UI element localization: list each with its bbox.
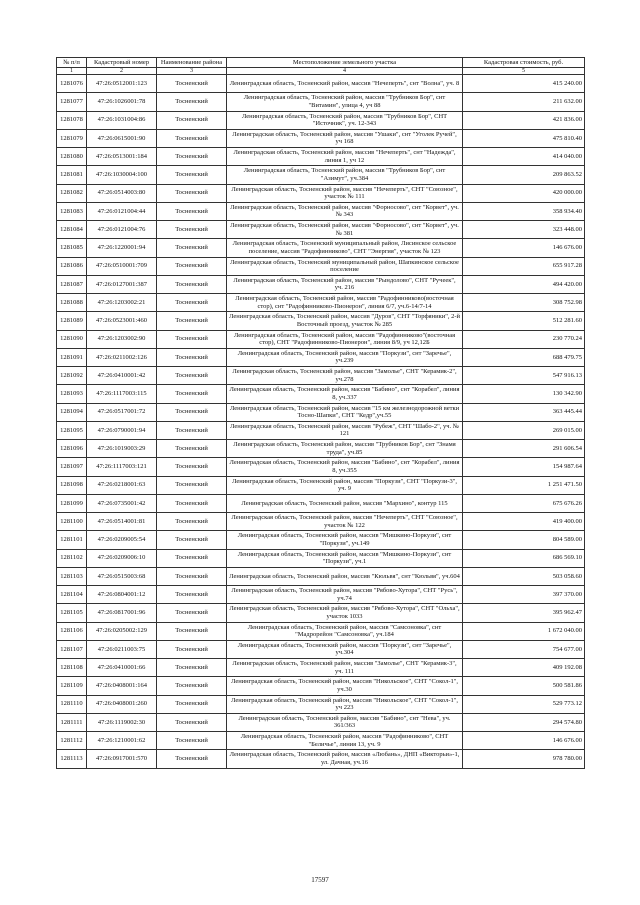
row-number: 1281110 [57,695,87,713]
cadastral-value: 146 676.00 [463,732,585,750]
parcel-location: Ленинградская область, Тосненский район, массив "Дуров", СНТ "Торфяники", 2-й Восточный проезд, участок № 285 [227,312,463,330]
parcel-location: Ленинградская область, Тосненский район, массив "Мархино", контур 115 [227,494,463,512]
cadastral-number: 47:26:0211002:126 [87,348,157,366]
cadastral-number: 47:26:0211003:75 [87,640,157,658]
district-name: Тосненский [157,421,227,439]
table-row [57,129,585,147]
district-name: Тосненский [157,294,227,312]
district-name: Тосненский [157,239,227,257]
district-name: Тосненский [157,659,227,677]
table-row [57,440,585,458]
cadastral-value: 323 448.00 [463,221,585,239]
district-name: Тосненский [157,458,227,476]
cadastral-number: 47:26:0410001:42 [87,367,157,385]
cadastral-number: 47:26:0121004:44 [87,202,157,220]
district-name: Тосненский [157,513,227,531]
table-row [57,275,585,293]
table-row [57,367,585,385]
district-name: Тосненский [157,75,227,93]
district-name: Тосненский [157,494,227,512]
parcel-location: Ленинградская область, Тосненский район, массив "Трубников Бор", снт "Витамин", улица 4, уч 88 [227,93,463,111]
cadastral-number: 47:26:0209005:54 [87,531,157,549]
cadastral-value: 211 632.00 [463,93,585,111]
cadastral-value: 363 445.44 [463,403,585,421]
row-number: 1281113 [57,750,87,768]
row-number: 1281112 [57,732,87,750]
table-row [57,640,585,658]
cadastral-value: 230 770.24 [463,330,585,348]
row-number: 1281108 [57,659,87,677]
row-number: 1281076 [57,75,87,93]
table-row [57,586,585,604]
row-number: 1281080 [57,148,87,166]
district-name: Тосненский [157,166,227,184]
cadastral-number: 47:26:1026001:78 [87,93,157,111]
table-row [57,111,585,129]
table-row [57,93,585,111]
district-name: Тосненский [157,476,227,494]
row-number: 1281087 [57,275,87,293]
cadastral-value: 686 569.10 [463,549,585,567]
row-number: 1281103 [57,567,87,585]
parcel-location: Ленинградская область, Тосненский район, массив "Радофинниково", СНТ "Беличье", линия 13, уч. 9 [227,732,463,750]
table-row [57,713,585,731]
parcel-location: Ленинградская область, Тосненский район, массив "Бабино", снт "Корабел", линия 8, уч.355 [227,458,463,476]
table-row [57,695,585,713]
parcel-location: Ленинградская область, Тосненский район, массив "Бабино", снт "Нева", уч. 361/363 [227,713,463,731]
parcel-location: Ленинградская область, Тосненский район, массив "Радофинниково(восточная стор), снт "Радофинниково-Пионерон", линия 6/7, уч.6-14/7-14 [227,294,463,312]
row-number: 1281098 [57,476,87,494]
cadastral-number: 47:26:0209006:10 [87,549,157,567]
cadastral-value: 503 058.60 [463,567,585,585]
parcel-location: Ленинградская область, Тосненский район, массив "Ушаки", снт "Уголек Ручей", уч 168 [227,129,463,147]
row-number: 1281104 [57,586,87,604]
district-name: Тосненский [157,549,227,567]
table-row [57,732,585,750]
district-name: Тосненский [157,312,227,330]
table-row [57,239,585,257]
parcel-location: Ленинградская область, Тосненский район, массив «Любань», ДНП «Викторьи»-1, ул. Дачная, уч.16 [227,750,463,768]
cadastral-number: 47:26:1117003:115 [87,385,157,403]
cadastral-value: 475 810.40 [463,129,585,147]
parcel-location: Ленинградская область, Тосненский район, массив "Форносово", снт "Корвет", уч. № 381 [227,221,463,239]
district-name: Тосненский [157,367,227,385]
cadastral-number: 47:26:0218001:63 [87,476,157,494]
cadastral-number: 47:26:0408001:260 [87,695,157,713]
row-number: 1281109 [57,677,87,695]
cadastral-value: 409 192.08 [463,659,585,677]
district-name: Тосненский [157,622,227,640]
district-name: Тосненский [157,257,227,275]
row-number: 1281096 [57,440,87,458]
row-number: 1281090 [57,330,87,348]
row-number: 1281097 [57,458,87,476]
district-name: Тосненский [157,713,227,731]
cadastral-value: 209 863.52 [463,166,585,184]
cadastral-value: 395 962.47 [463,604,585,622]
row-number: 1281095 [57,421,87,439]
cadastral-value: 688 479.75 [463,348,585,366]
cadastral-value: 1 251 471.50 [463,476,585,494]
row-number: 1281105 [57,604,87,622]
district-name: Тосненский [157,586,227,604]
row-number: 1281083 [57,202,87,220]
district-name: Тосненский [157,111,227,129]
table-body [57,75,585,769]
row-number: 1281078 [57,111,87,129]
parcel-location: Ленинградская область, Тосненский район, массив "Трубников Бор", СНТ "Источник", уч. 12-343 [227,111,463,129]
district-name: Тосненский [157,93,227,111]
cadastral-value: 500 581.86 [463,677,585,695]
column-number: 5 [463,68,585,75]
cadastral-value: 421 836.00 [463,111,585,129]
column-number: 1 [57,68,87,75]
cadastral-number: 47:26:1210001:62 [87,732,157,750]
parcel-location: Ленинградская область, Тосненский район, массив "Нечеперть", снт "Надежда", линия 1, уч 12 [227,148,463,166]
cadastral-number: 47:26:0512001:123 [87,75,157,93]
row-number: 1281101 [57,531,87,549]
row-number: 1281077 [57,93,87,111]
parcel-location: Ленинградская область, Тосненский район, массив "Замолье", СНТ "Керамик-2", уч.278 [227,367,463,385]
district-name: Тосненский [157,677,227,695]
district-name: Тосненский [157,403,227,421]
cadastral-number: 47:26:0523001:460 [87,312,157,330]
cadastral-value: 1 672 040.00 [463,622,585,640]
row-number: 1281091 [57,348,87,366]
cadastral-value: 494 420.00 [463,275,585,293]
district-name: Тосненский [157,695,227,713]
cadastral-value: 675 676.26 [463,494,585,512]
header-cadastral-value: Кадастровая стоимость, руб. [463,58,585,68]
table-row [57,202,585,220]
table-row [57,166,585,184]
cadastral-number: 47:26:0817001:96 [87,604,157,622]
cadastral-value: 978 780.00 [463,750,585,768]
cadastral-value: 415 240.00 [463,75,585,93]
parcel-location: Ленинградская область, Тосненский район, массив "Мишкино-Поркузи", снт "Поркузи", уч.1 [227,549,463,567]
cadastral-number: 47:26:0514001:81 [87,513,157,531]
cadastral-value: 358 934.40 [463,202,585,220]
cadastral-number: 47:26:0205002:129 [87,622,157,640]
district-name: Тосненский [157,184,227,202]
cadastral-value: 130 342.90 [463,385,585,403]
header-location: Местоположение земельного участка [227,58,463,68]
cadastral-value: 754 677.00 [463,640,585,658]
cadastral-number: 47:26:1030004:100 [87,166,157,184]
cadastral-number: 47:26:0790001:94 [87,421,157,439]
district-name: Тосненский [157,640,227,658]
table-row [57,221,585,239]
cadastral-value: 804 589.00 [463,531,585,549]
parcel-location: Ленинградская область, Тосненский район, массив "Нечеперть", СНТ "Союзное", участок № 122 [227,513,463,531]
table-row [57,148,585,166]
parcel-location: Ленинградская область, Тосненский район, массив "Рындолово", СНТ "Ручеек", уч. 216 [227,275,463,293]
cadastral-number: 47:26:0517001:72 [87,403,157,421]
cadastral-value: 414 040.00 [463,148,585,166]
table-row [57,348,585,366]
parcel-location: Ленинградская область, Тосненский район, массив "Никольское", СНТ "Сокол-1", уч.30 [227,677,463,695]
cadastral-number: 47:26:1203002:21 [87,294,157,312]
district-name: Тосненский [157,221,227,239]
parcel-location: Ленинградская область, Тосненский район, массив "Рубеж", СНТ "Шабо-2", уч. № 121 [227,421,463,439]
table-row [57,567,585,585]
cadastral-value: 291 606.54 [463,440,585,458]
row-number: 1281089 [57,312,87,330]
cadastral-number: 47:26:0408001:164 [87,677,157,695]
cadastral-value: 419 400.00 [463,513,585,531]
cadastral-value: 512 281.60 [463,312,585,330]
table-row [57,75,585,93]
parcel-location: Ленинградская область, Тосненский район, массив "Рябово-Хутора", СНТ "Русь", уч.74 [227,586,463,604]
cadastral-value: 529 773.12 [463,695,585,713]
table-row [57,622,585,640]
parcel-location: Ленинградская область, Тосненский район, массив "Мишкино-Поркузи", снт "Поркузи", уч.149 [227,531,463,549]
parcel-location: Ленинградская область, Тосненский муниципальный район, Шапкинское сельское поселение [227,257,463,275]
row-number: 1281088 [57,294,87,312]
cadastral-value-table [56,57,585,769]
header-row [57,58,585,68]
column-number: 4 [227,68,463,75]
parcel-location: Ленинградская область, Тосненский район, массив "Замолье", СНТ "Керамик-3", уч. 111 [227,659,463,677]
cadastral-number: 47:26:0615001:90 [87,129,157,147]
parcel-location: Ленинградская область, Тосненский муниципальный район, Лисинское сельское поселение, массив "Радофинниково", СНТ "Энергия", участок № 123 [227,239,463,257]
header-district: Наименование района [157,58,227,68]
row-number: 1281106 [57,622,87,640]
row-number: 1281086 [57,257,87,275]
row-number: 1281081 [57,166,87,184]
row-number: 1281111 [57,713,87,731]
cadastral-number: 47:26:1220001:94 [87,239,157,257]
cadastral-number: 47:26:1119002:30 [87,713,157,731]
parcel-location: Ленинградская область, Тосненский район, массив "Радофинниково"(восточная стор), СНТ "Радофинниково-Пионерон", линия 8/9, уч 12,12Б [227,330,463,348]
parcel-location: Ленинградская область, Тосненский район, массив "Бабино", снт "Корабел", линия 8, уч.337 [227,385,463,403]
row-number: 1281107 [57,640,87,658]
district-name: Тосненский [157,531,227,549]
table-row [57,677,585,695]
parcel-location: Ленинградская область, Тосненский район, массив "15 км железнодорожной ветки Тосно-Шапки", СНТ "Кедр",уч.55 [227,403,463,421]
table-row [57,494,585,512]
table-row [57,476,585,494]
parcel-location: Ленинградская область, Тосненский район, массив "Трубников Бор", снт "Знамя труда", уч.85 [227,440,463,458]
cadastral-value: 420 000.00 [463,184,585,202]
parcel-location: Ленинградская область, Тосненский район, массив "Поркузи", снт "Заречье", уч.304 [227,640,463,658]
district-name: Тосненский [157,348,227,366]
row-number: 1281102 [57,549,87,567]
cadastral-value: 308 752.98 [463,294,585,312]
parcel-location: Ленинградская область, Тосненский район, массив "Рябово-Хутора", СНТ "Ольха", участок 1033 [227,604,463,622]
cadastral-number: 47:26:0515003:68 [87,567,157,585]
district-name: Тосненский [157,330,227,348]
district-name: Тосненский [157,604,227,622]
cadastral-value: 154 987.64 [463,458,585,476]
column-number: 2 [87,68,157,75]
row-number: 1281082 [57,184,87,202]
row-number: 1281099 [57,494,87,512]
parcel-location: Ленинградская область, Тосненский район, массив "Нечеперть", снт "Волна", уч. 8 [227,75,463,93]
parcel-location: Ленинградская область, Тосненский район, массив "Поркузи", снт "Заречье", уч.239 [227,348,463,366]
cadastral-number: 47:26:0804001:12 [87,586,157,604]
row-number: 1281085 [57,239,87,257]
table-row [57,513,585,531]
row-number: 1281092 [57,367,87,385]
cadastral-value: 547 916.13 [463,367,585,385]
cadastral-number: 47:26:1117003:121 [87,458,157,476]
district-name: Тосненский [157,202,227,220]
table-row [57,257,585,275]
district-name: Тосненский [157,129,227,147]
table-row [57,385,585,403]
cadastral-value: 269 015.00 [463,421,585,439]
row-number: 1281093 [57,385,87,403]
table-row [57,604,585,622]
district-name: Тосненский [157,732,227,750]
district-name: Тосненский [157,440,227,458]
cadastral-number: 47:26:0917001:570 [87,750,157,768]
parcel-location: Ленинградская область, Тосненский район, массив "Форносово", снт "Корвет", уч. № 343 [227,202,463,220]
row-number: 1281094 [57,403,87,421]
cadastral-number: 47:26:1203002:90 [87,330,157,348]
table-row [57,184,585,202]
table-row [57,330,585,348]
cadastral-number: 47:26:0735001:42 [87,494,157,512]
cadastral-number: 47:26:1019003:29 [87,440,157,458]
district-name: Тосненский [157,148,227,166]
page-number: 17597 [311,876,329,884]
table-row [57,458,585,476]
column-number-row [57,68,585,75]
cadastral-number: 47:26:1031004:86 [87,111,157,129]
parcel-location: Ленинградская область, Тосненский район, массив "Трубников Бор", снт "Азимут", уч.384 [227,166,463,184]
cadastral-number: 47:26:0510001:709 [87,257,157,275]
column-number: 3 [157,68,227,75]
parcel-location: Ленинградская область, Тосненский район, массив "Поркузи", СНТ "Поркузи-3", уч. 9 [227,476,463,494]
cadastral-number: 47:26:0514003:80 [87,184,157,202]
table-row [57,549,585,567]
cadastral-value: 397 370.00 [463,586,585,604]
table-row [57,750,585,768]
row-number: 1281079 [57,129,87,147]
parcel-location: Ленинградская область, Тосненский район, массив "Никольское", СНТ "Сокол-1", уч 223 [227,695,463,713]
header-cadastral-number: Кадастровый номер [87,58,157,68]
cadastral-number: 47:26:0513001:184 [87,148,157,166]
district-name: Тосненский [157,385,227,403]
header-row-number: № п/п [57,58,87,68]
district-name: Тосненский [157,750,227,768]
district-name: Тосненский [157,275,227,293]
table-row [57,294,585,312]
row-number: 1281100 [57,513,87,531]
cadastral-value: 146 676.00 [463,239,585,257]
cadastral-number: 47:26:0410001:66 [87,659,157,677]
table-row [57,531,585,549]
table-row [57,659,585,677]
row-number: 1281084 [57,221,87,239]
table-row [57,312,585,330]
parcel-location: Ленинградская область, Тосненский район, массив "Нечеперть", СНТ "Союзное", участок № 111 [227,184,463,202]
cadastral-value: 655 917.28 [463,257,585,275]
table-row [57,403,585,421]
district-name: Тосненский [157,567,227,585]
cadastral-number: 47:26:0121004:76 [87,221,157,239]
table-row [57,421,585,439]
parcel-location: Ленинградская область, Тосненский район, массив "Самсоновка", снт "Мадрорейон "Самсоновка", уч.184 [227,622,463,640]
parcel-location: Ленинградская область, Тосненский район, массив "Кюльвя", снт "Кюльвя", уч.604 [227,567,463,585]
cadastral-value: 294 574.80 [463,713,585,731]
cadastral-number: 47:26:0127001:387 [87,275,157,293]
